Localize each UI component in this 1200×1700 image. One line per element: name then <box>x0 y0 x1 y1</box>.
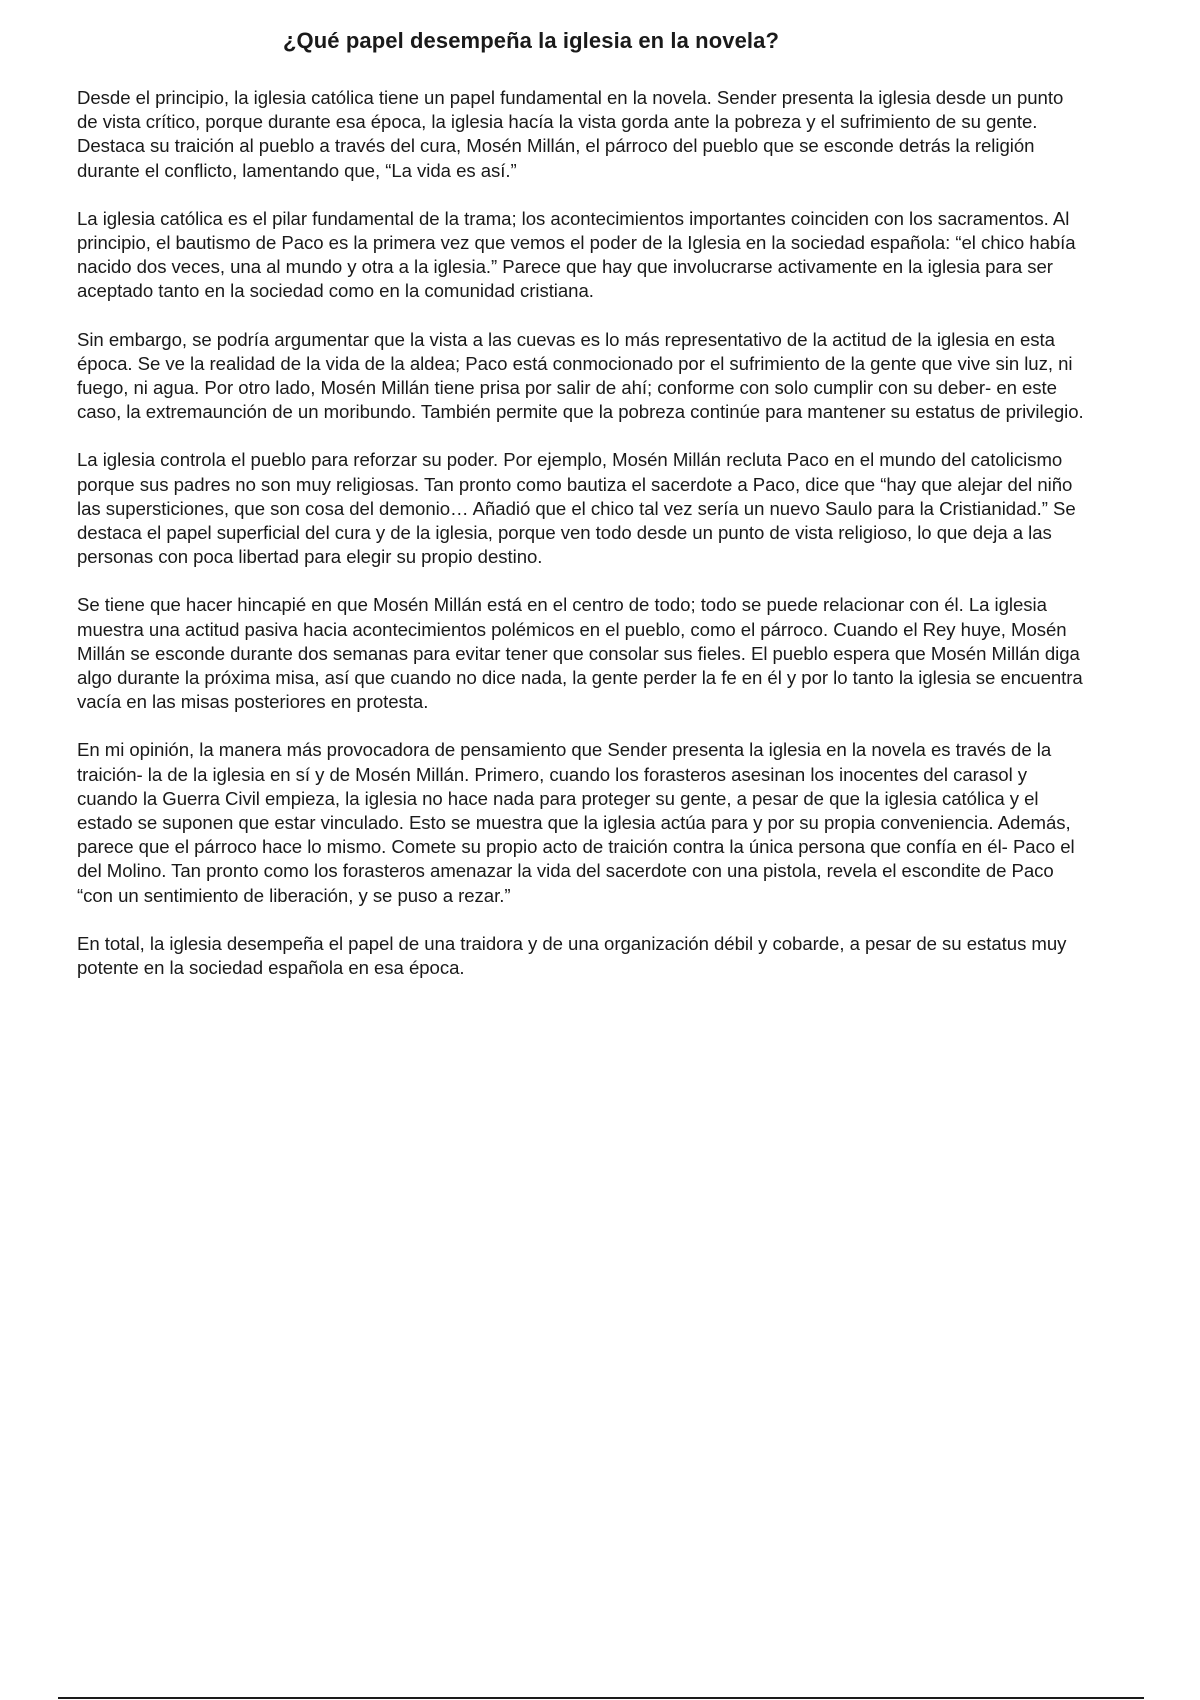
document-body <box>77 86 1087 980</box>
document-page <box>77 26 1087 1004</box>
paragraph-5: Se tiene que hacer hincapié en que Mosén Millán está en el centro de todo; todo se puede relacionar con él. La iglesia muestra una actitud pasiva hacia acontecimientos polémicos en el pueblo, como el párroco. Cuando el Rey huye, Mosén Millán se esconde durante dos semanas para evitar tener que consolar sus fieles. El pueblo espera que Mosén Millán diga algo durante la próxima misa, así que cuando no dice nada, la gente perder la fe en él y por lo tanto la iglesia se encuentra vacía en las misas posteriores en protesta. <box>77 594 1083 713</box>
paragraph-3: Sin embargo, se podría argumentar que la vista a las cuevas es lo más representativo de la actitud de la iglesia en esta época. Se ve la realidad de la vida de la aldea; Paco está conmocionado por el sufrimiento de la gente que vive sin luz, ni fuego, ni agua. Por otro lado, Mosén Millán tiene prisa por salir de ahí; conforme con solo cumplir con su deber- en este caso, la extremaunción de un moribundo. También permite que la pobreza continúe para mantener su estatus de privilegio. <box>77 328 1084 423</box>
paragraph-7: En total, la iglesia desempeña el papel de una traidora y de una organización débil y cobarde, a pesar de su estatus muy potente en la sociedad española en esa época. <box>77 932 1067 979</box>
paragraph-2: La iglesia católica es el pilar fundamental de la trama; los acontecimientos importantes coinciden con los sacramentos. Al principio, el bautismo de Paco es la primera vez que vemos el poder de la Iglesia en la sociedad española: “el chico había nacido dos veces, una al mundo y otra a la iglesia.” Parece que hay que involucrarse activamente en la iglesia para ser aceptado tanto en la sociedad como en la comunidad cristiana. <box>77 207 1076 302</box>
bottom-divider <box>58 1697 1144 1699</box>
document-title: ¿Qué papel desempeña la iglesia en la novela? <box>283 28 780 53</box>
paragraph-1: Desde el principio, la iglesia católica tiene un papel fundamental en la novela. Sender presenta la iglesia desde un punto de vista crítico, porque durante esa época, la iglesia hacía la vista gorda ante la pobreza y el sufrimiento de su gente. Destaca su traición al pueblo a través del cura, Mosén Millán, el párroco del pueblo que se esconde detrás la religión durante el conflicto, lamentando que, “La vida es así.” <box>77 87 1064 181</box>
paragraph-6: En mi opinión, la manera más provocadora de pensamiento que Sender presenta la iglesia en la novela es través de la traición- la de la iglesia en sí y de Mosén Millán. Primero, cuando los forasteros asesinan los inocentes del carasol y cuando la Guerra Civil empieza, la iglesia no hace nada para proteger su gente, a pesar de que la iglesia católica y el estado se suponen que estar vinculado. Esto se muestra que la iglesia actúa para y por su propia conveniencia. Además, parece que el párroco hace lo mismo. Comete su propio acto de traición contra la única persona que confía en él- Paco el del Molino. Tan pronto como los forasteros amenazar la vida del sacerdote con una pistola, revela el escondite de Paco “con un sentimiento de liberación, y se puso a rezar.” <box>77 739 1075 906</box>
paragraph-4: La iglesia controla el pueblo para reforzar su poder. Por ejemplo, Mosén Millán recluta Paco en el mundo del catolicismo porque sus padres no son muy religiosas. Tan pronto como bautiza el sacerdote a Paco, dice que “hay que alejar del niño las supersticiones, que son cosa del demonio… Añadió que el chico tal vez sería un nuevo Saulo para la Cristianidad.” Se destaca el papel superficial del cura y de la iglesia, porque ven todo desde un punto de vista religioso, lo que deja a las personas con poca libertad para elegir su propio destino. <box>77 449 1076 568</box>
